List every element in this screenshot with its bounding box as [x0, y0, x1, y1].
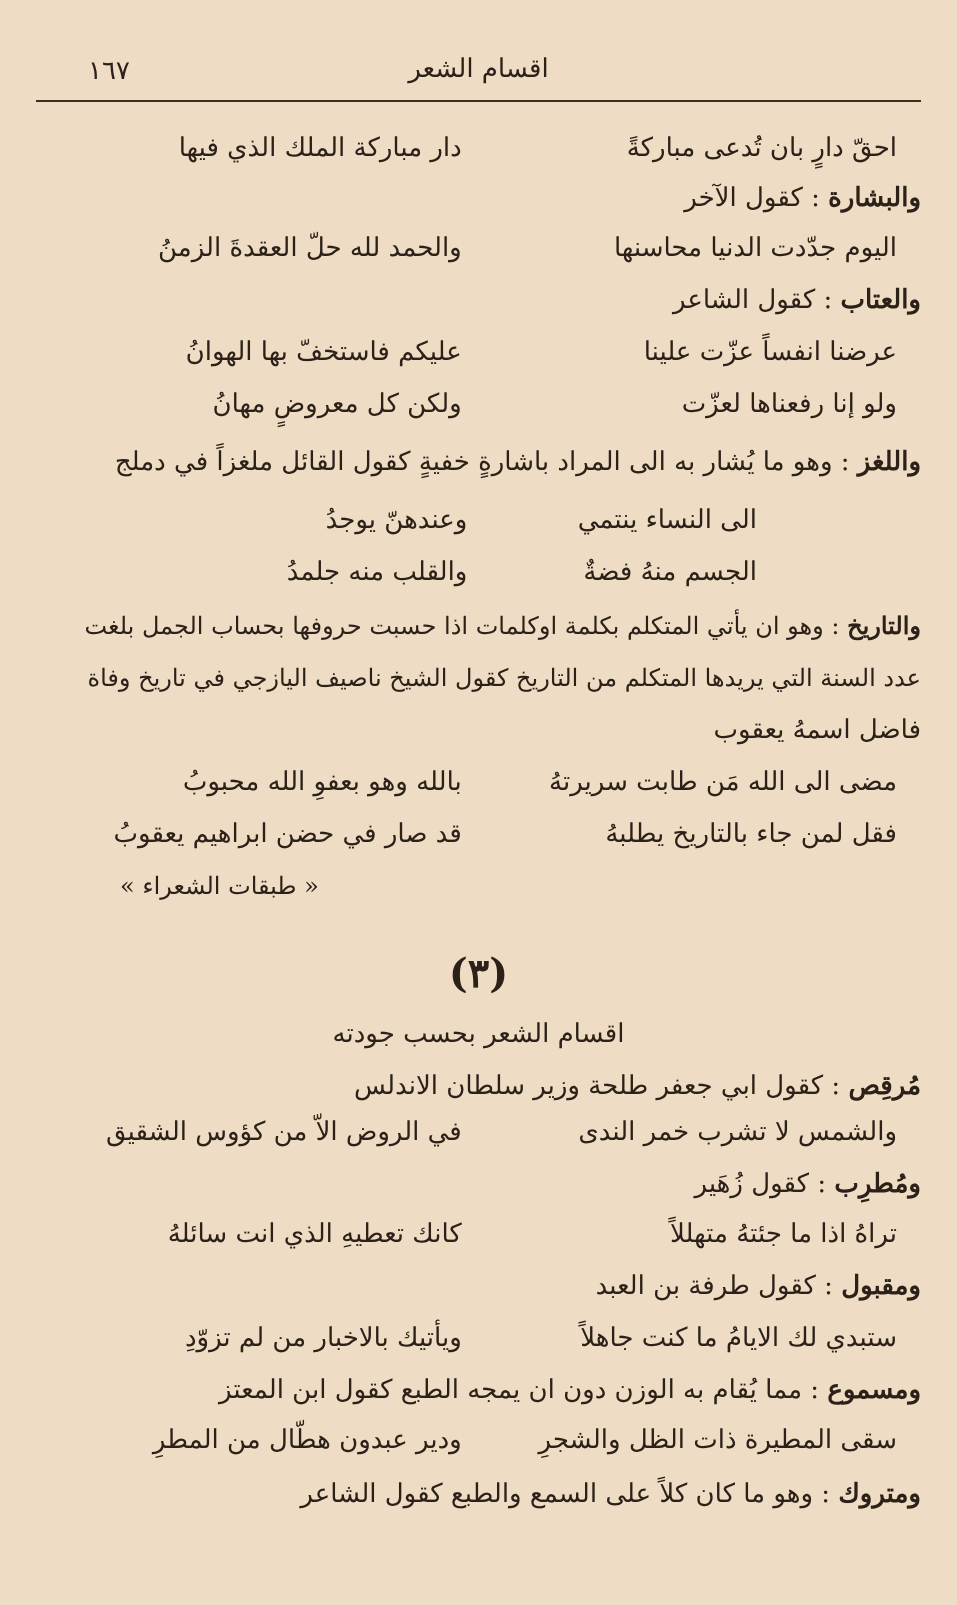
verse-second-hemistich: بالله وهو بعفوِ الله محبوبُ	[182, 767, 462, 797]
verse-first-hemistich: ولو إنا رفعناها لعزّت	[681, 389, 897, 419]
verse-first-hemistich: عرضنا انفساً عزّت علينا	[643, 337, 897, 367]
term-text: : وهو ان يأتي المتكلم بكلمة اوكلمات اذا حسبت حروفها بحساب الجمل بلغت	[84, 612, 848, 640]
verse-second-hemistich: والحمد لله حلّ العقدةَ الزمنُ	[157, 233, 462, 263]
verse-line	[200, 500, 757, 540]
verse-first-hemistich: مضى الى الله مَن طابت سريرتهُ	[549, 767, 897, 797]
verse-line	[60, 332, 897, 372]
term-text: : كقول طرفة بن العبد	[595, 1271, 842, 1301]
term-heading: واللغز	[857, 447, 921, 477]
term-heading: ومقبول	[841, 1271, 921, 1301]
page-number: ١٦٧	[88, 56, 130, 86]
verse-first-hemistich: سقى المطيرة ذات الظل والشجرِ	[538, 1425, 897, 1455]
verse-second-hemistich: والقلب منه جلمدُ	[286, 557, 468, 587]
verse-first-hemistich: تراهُ اذا ما جئتهُ متهللاً	[670, 1219, 897, 1249]
paragraph-line	[36, 606, 921, 646]
verse-first-hemistich: والشمس لا تشرب خمر الندى	[578, 1117, 897, 1147]
term-text: : كقول الآخر	[684, 183, 829, 213]
paragraph-line	[36, 1266, 921, 1306]
term-heading: مُرقِص	[848, 1071, 921, 1101]
term-heading: والعتاب	[840, 285, 921, 315]
verse-line	[60, 128, 897, 168]
verse-second-hemistich: ويأتيك بالاخبار من لم تزوّدِ	[184, 1323, 462, 1353]
verse-second-hemistich: قد صار في حضن ابراهيم يعقوبُ	[113, 819, 462, 849]
verse-line	[60, 228, 897, 268]
verse-line	[60, 762, 897, 802]
verse-first-hemistich: الى النساء ينتمي	[577, 505, 757, 535]
source-citation: « طبقات الشعراء »	[120, 872, 319, 900]
verse-second-hemistich: عليكم فاستخفّ بها الهوانُ	[185, 337, 462, 367]
verse-line	[60, 1112, 897, 1152]
verse-first-hemistich: اليوم جدّدت الدنيا محاسنها	[613, 233, 897, 263]
paragraph-line	[36, 1474, 921, 1514]
verse-second-hemistich: ودير عبدون هطّال من المطرِ	[152, 1425, 462, 1455]
verse-second-hemistich: في الروض الاّ من كؤوس الشقيق	[105, 1117, 462, 1147]
term-heading: ومُطرِب	[834, 1169, 921, 1199]
verse-first-hemistich: الجسم منهُ فضةٌ	[583, 557, 757, 587]
verse-first-hemistich: احقّ دارٍ بان تُدعى مباركةً	[626, 133, 897, 163]
verse-line	[60, 384, 897, 424]
paragraph-line: عدد السنة التي يريدها المتكلم من التاريخ كقول الشيخ ناصيف اليازجي في تاريخ وفاة	[87, 664, 921, 692]
term-text: : وهو ما كان كلاً على السمع والطبع كقول الشاعر	[300, 1479, 839, 1509]
verse-second-hemistich: كانك تعطيهِ الذي انت سائلهُ	[167, 1219, 462, 1249]
term-text: : كقول ابي جعفر طلحة وزير سلطان الاندلس	[354, 1071, 849, 1101]
running-header	[36, 52, 921, 102]
term-heading: والبشارة	[828, 183, 921, 213]
verse-first-hemistich: فقل لمن جاء بالتاريخ يطلبهُ	[605, 819, 897, 849]
verse-line	[200, 552, 757, 592]
paragraph-line: فاضل اسمهُ يعقوب	[713, 715, 921, 745]
running-title: اقسام الشعر	[408, 54, 549, 84]
term-heading: ومسموع	[827, 1375, 921, 1405]
paragraph-line	[36, 442, 921, 482]
paragraph-line	[36, 178, 921, 218]
verse-second-hemistich: ولكن كل معروضٍ مهانُ	[212, 389, 462, 419]
section-number: (٣)	[448, 950, 509, 997]
verse-second-hemistich: وعندهنّ يوجدُ	[325, 505, 468, 535]
paragraph-line	[36, 1066, 921, 1106]
term-heading: ومتروك	[838, 1479, 921, 1509]
paragraph-line	[36, 1370, 921, 1410]
verse-line	[60, 1318, 897, 1358]
term-heading: والتاريخ	[847, 611, 921, 640]
verse-second-hemistich: دار مباركة الملك الذي فيها	[178, 133, 462, 163]
verse-line	[60, 1420, 897, 1460]
term-text: : مما يُقام به الوزن دون ان يمجه الطبع كقول ابن المعتز	[219, 1375, 828, 1405]
paragraph-line	[36, 280, 921, 320]
verse-line	[60, 1214, 897, 1254]
paragraph-line	[36, 1164, 921, 1204]
verse-first-hemistich: ستبدي لك الايامُ ما كنت جاهلاً	[580, 1323, 897, 1353]
term-text: : كقول زُهَير	[694, 1169, 835, 1199]
term-text: : كقول الشاعر	[672, 285, 841, 315]
section-title: اقسام الشعر بحسب جودته	[332, 1019, 625, 1049]
verse-line	[60, 814, 897, 854]
term-text: : وهو ما يُشار به الى المراد باشارةٍ خفيةٍ كقول القائل ملغزاً في دملج	[114, 447, 858, 477]
